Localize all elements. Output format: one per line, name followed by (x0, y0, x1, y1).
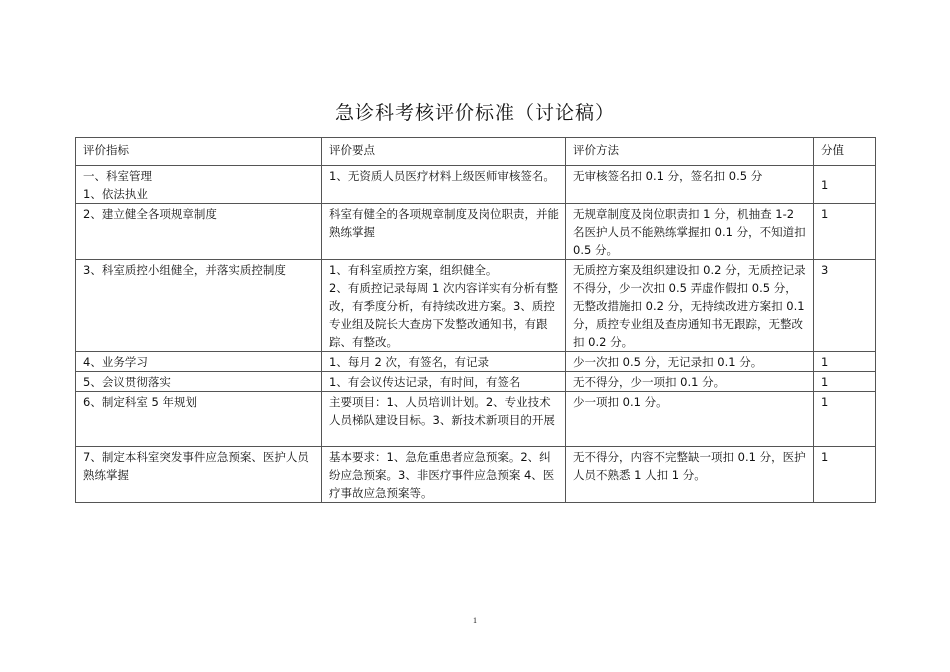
header-indicator: 评价指标 (76, 138, 322, 166)
cell-points: 基本要求：1、急危重患者应急预案。2、纠纷应急预案。3、非医疗事件应急预案 4、医疗事故应急预案等。 (322, 447, 566, 503)
cell-indicator: 6、制定科室 5 年规划 (76, 392, 322, 447)
table-row (76, 352, 876, 372)
cell-score: 1 (814, 372, 876, 392)
cell-indicator: 一、科室管理 1、依法执业 (76, 166, 322, 204)
cell-indicator: 2、建立健全各项规章制度 (76, 204, 322, 260)
cell-indicator: 4、业务学习 (76, 352, 322, 372)
cell-points: 主要项目：1、人员培训计划。2、专业技术人员梯队建设目标。3、新技术新项目的开展 (322, 392, 566, 447)
page-number: 1 (473, 616, 477, 625)
table-row (76, 204, 876, 260)
cell-score: 1 (814, 352, 876, 372)
table-row (76, 260, 876, 352)
cell-method: 无质控方案及组织建设扣 0.2 分，无质控记录不得分，少一次扣 0.5 弄虚作假扣 0.5 分，无整改措施扣 0.2 分，无持续改进方案扣 0.1 分，质控专业组及查房通知书无跟踪，无整改扣 0.2 分。 (566, 260, 814, 352)
header-points: 评价要点 (322, 138, 566, 166)
cell-score: 1 (814, 204, 876, 260)
cell-points: 1、每月 2 次，有签名，有记录 (322, 352, 566, 372)
cell-score: 3 (814, 260, 876, 352)
cell-indicator: 3、科室质控小组健全，并落实质控制度 (76, 260, 322, 352)
cell-method: 少一次扣 0.5 分，无记录扣 0.1 分。 (566, 352, 814, 372)
table-row (76, 392, 876, 447)
document-title: 急诊科考核评价标准（讨论稿） (334, 102, 615, 124)
cell-method: 无不得分，少一项扣 0.1 分。 (566, 372, 814, 392)
cell-points: 1、有会议传达记录，有时间，有签名 (322, 372, 566, 392)
evaluation-table (75, 137, 876, 503)
cell-points: 科室有健全的各项规章制度及岗位职责，并能熟练掌握 (322, 204, 566, 260)
table-row (76, 372, 876, 392)
cell-points: 1、有科室质控方案，组织健全。 2、有质控记录每周 1 次内容详实有分析有整改，有季度分析，有持续改进方案。3、质控专业组及院长大查房下发整改通知书，有跟踪、有整改。 (322, 260, 566, 352)
cell-score: 1 (814, 392, 876, 447)
cell-method: 无审核签名扣 0.1 分，签名扣 0.5 分 (566, 166, 814, 204)
table-header-row (76, 138, 876, 166)
header-score: 分值 (814, 138, 876, 166)
cell-indicator: 5、会议贯彻落实 (76, 372, 322, 392)
cell-indicator: 7、制定本科室突发事件应急预案、医护人员熟练掌握 (76, 447, 322, 503)
cell-method: 少一项扣 0.1 分。 (566, 392, 814, 447)
header-method: 评价方法 (566, 138, 814, 166)
cell-points: 1、无资质人员医疗材料上级医师审核签名。 (322, 166, 566, 204)
cell-method: 无不得分，内容不完整缺一项扣 0.1 分，医护人员不熟悉 1 人扣 1 分。 (566, 447, 814, 503)
cell-score: 1 (814, 166, 876, 204)
table-row (76, 166, 876, 204)
cell-method: 无规章制度及岗位职责扣 1 分，机抽查 1-2 名医护人员不能熟练掌握扣 0.1 分，不知道扣 0.5 分。 (566, 204, 814, 260)
cell-score: 1 (814, 447, 876, 503)
table-row (76, 447, 876, 503)
